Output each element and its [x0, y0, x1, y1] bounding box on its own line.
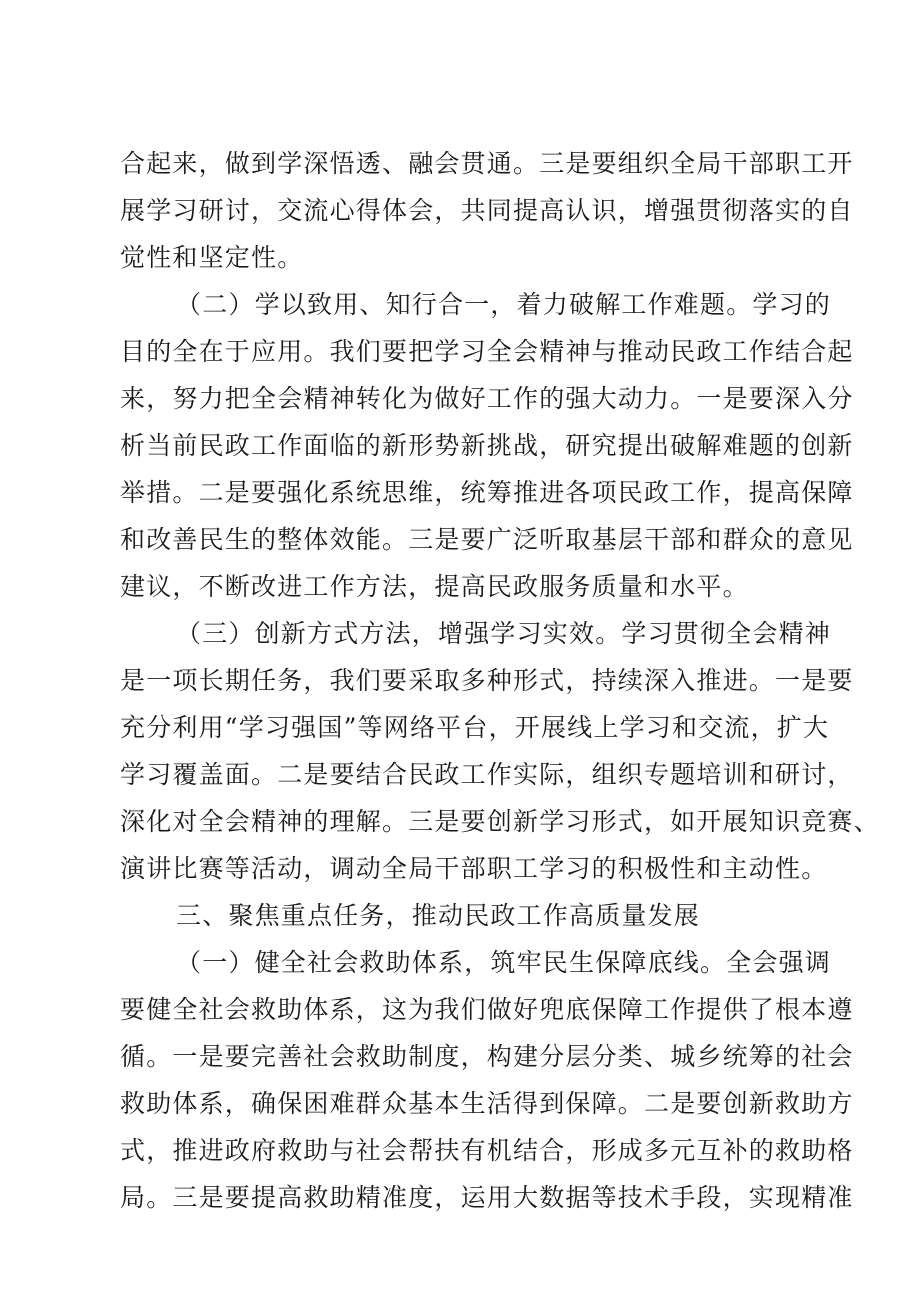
heading-text: 三、聚焦重点任务，推动民政工作高质量发展 [176, 901, 701, 930]
text-line: 循。一是要完善社会救助制度，构建分层分类、城乡统筹的社会 [120, 1042, 854, 1071]
document-body [120, 140, 880, 1221]
text-line: 演讲比赛等活动，调动全局干部职工学习的积极性和主动性。 [120, 854, 828, 883]
text-line: 局。三是要提高救助精准度，运用大数据等技术手段，实现精准 [120, 1183, 854, 1212]
text-line: 举措。二是要强化系统思维，统筹推进各项民政工作，提高保障 [120, 478, 854, 507]
paragraph-section-3-1 [120, 939, 854, 1221]
text-line: 和改善民生的整体效能。三是要广泛听取基层干部和群众的意见 [120, 525, 854, 554]
text-line: 来，努力把全会精神转化为做好工作的强大动力。一是要深入分 [120, 384, 854, 413]
text-line: 觉性和坚定性。 [120, 243, 304, 272]
text-line: 是一项长期任务，我们要采取多种形式，持续深入推进。一是要 [120, 666, 854, 695]
text-line: 要健全社会救助体系，这为我们做好兜底保障工作提供了根本遵 [120, 995, 854, 1024]
paragraph-section-2-3 [120, 610, 880, 892]
text-line: 充分利用“学习强国”等网络平台，开展线上学习和交流，扩大 [120, 713, 830, 742]
text-line: 救助体系，确保困难群众基本生活得到保障。二是要创新救助方 [120, 1089, 854, 1118]
text-line: （二）学以致用、知行合一，着力破解工作难题。学习的 [176, 290, 832, 319]
text-line: 学习覆盖面。二是要结合民政工作实际，组织专题培训和研讨， [120, 760, 854, 789]
text-line: 合起来，做到学深悟透、融会贯通。三是要组织全局干部职工开 [120, 149, 854, 178]
text-line: 目的全在于应用。我们要把学习全会精神与推动民政工作结合起 [120, 337, 854, 366]
text-line: 式，推进政府救助与社会帮扶有机结合，形成多元互补的救助格 [120, 1136, 854, 1165]
text-line: （一）健全社会救助体系，筑牢民生保障底线。全会强调 [176, 948, 832, 977]
text-line: 析当前民政工作面临的新形势新挑战，研究提出破解难题的创新 [120, 431, 854, 460]
paragraph-continuation [120, 140, 854, 281]
text-line: 展学习研讨，交流心得体会，共同提高认识，增强贯彻落实的自 [120, 196, 854, 225]
text-line: （三）创新方式方法，增强学习实效。学习贯彻全会精神 [176, 619, 832, 648]
text-line: 建议，不断改进工作方法，提高民政服务质量和水平。 [120, 572, 749, 601]
section-heading-3 [120, 892, 810, 939]
text-line: 深化对全会精神的理解。三是要创新学习形式，如开展知识竞赛、 [120, 807, 880, 836]
paragraph-section-2-2 [120, 281, 854, 610]
